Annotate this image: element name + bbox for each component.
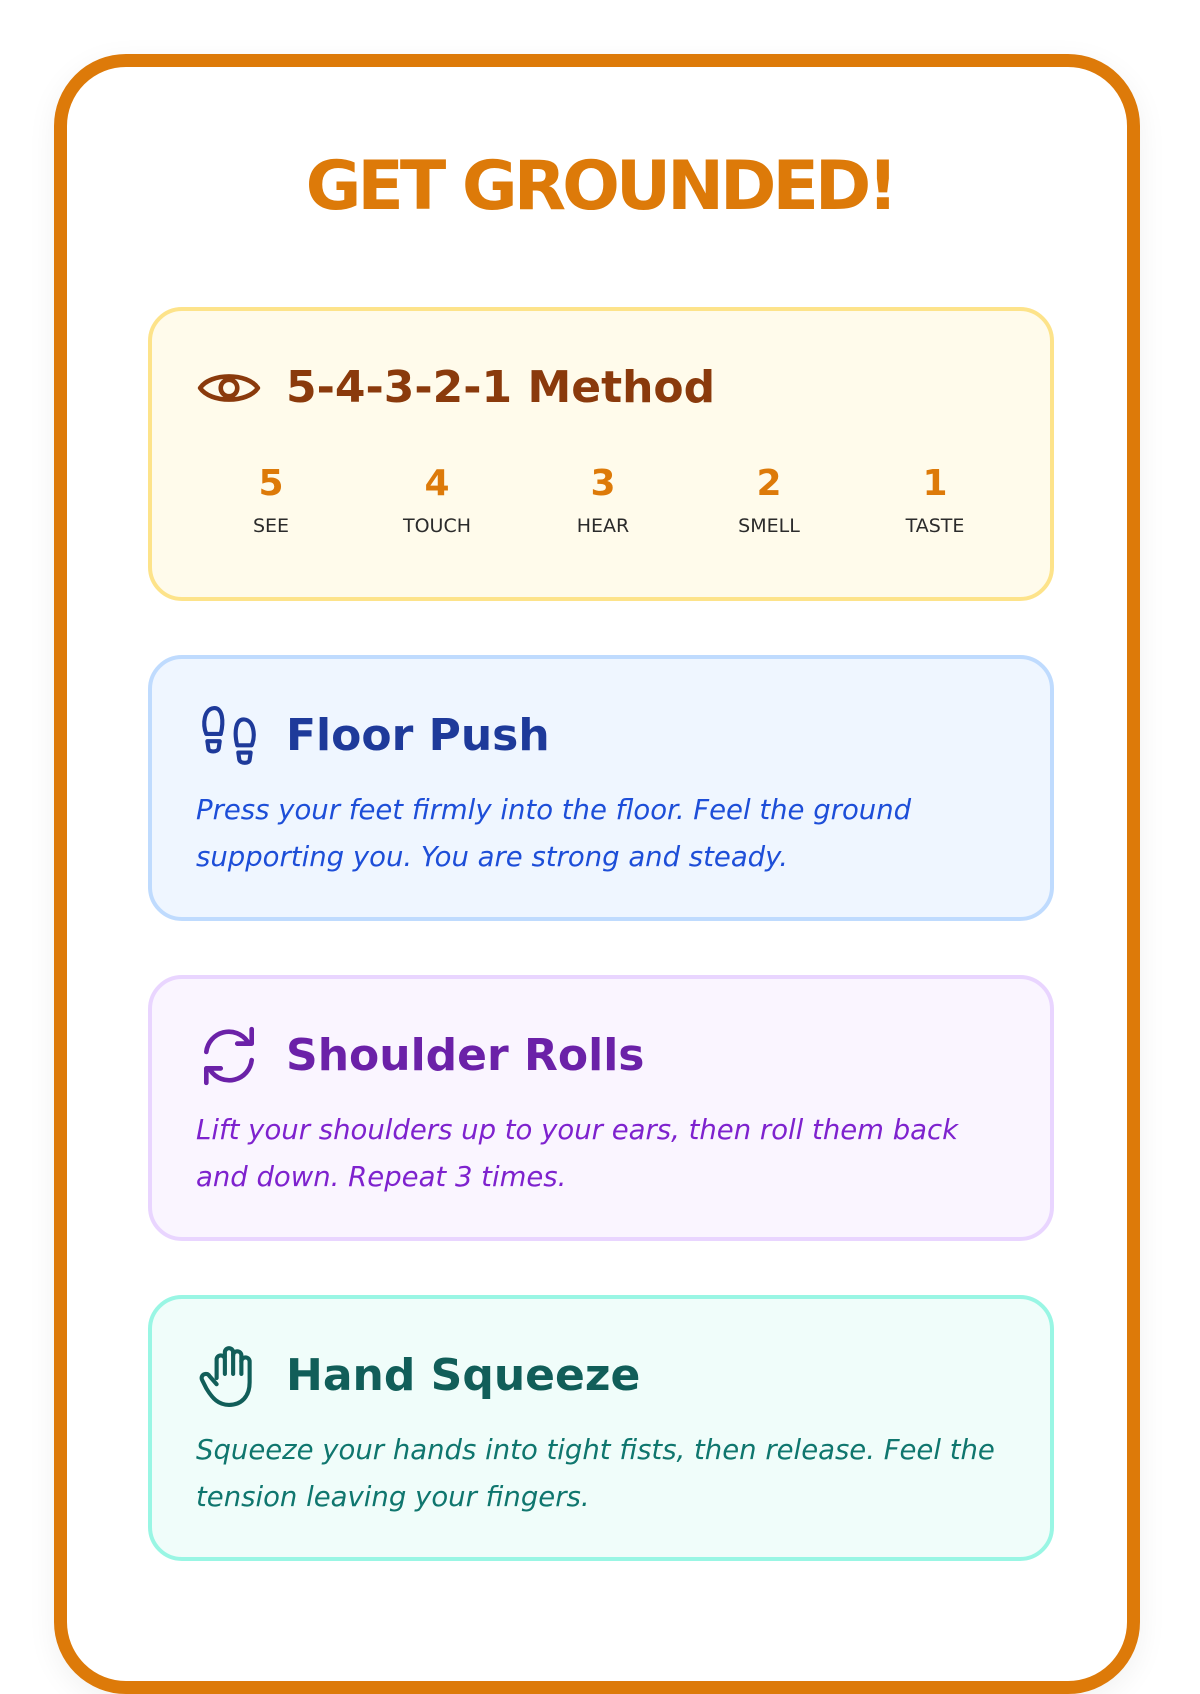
sense-count: 1 [922, 463, 948, 504]
floor-push-title: Floor Push [286, 710, 550, 761]
shoulder-rolls-header [196, 1023, 644, 1089]
sense-label: SMELL [738, 515, 800, 537]
sense-count: 5 [258, 463, 284, 504]
sense-label: HEAR [576, 515, 630, 537]
floor-push-card [148, 655, 1054, 921]
shoulder-rolls-card [148, 975, 1054, 1241]
sense-count: 2 [756, 463, 782, 504]
sense-smell [686, 461, 852, 541]
sense-taste [852, 461, 1018, 541]
hand-squeeze-card [148, 1295, 1054, 1561]
floor-push-header [196, 703, 550, 769]
footprints-icon [196, 703, 262, 769]
method-card-title: 5-4-3-2-1 Method [286, 362, 716, 413]
method-card-header [196, 355, 715, 421]
shoulder-rolls-text: Lift your shoulders up to your ears, then roll them back and down. Repeat 3 times. [196, 1114, 959, 1193]
hand-squeeze-title: Hand Squeeze [286, 1350, 641, 1401]
sense-label: TOUCH [402, 515, 472, 537]
sense-label: TASTE [905, 515, 965, 537]
method-card [148, 307, 1054, 601]
refresh-icon [196, 1023, 262, 1089]
floor-push-text: Press your feet firmly into the floor. Feel the ground supporting you. You are strong and steady. [196, 794, 912, 873]
sense-label: SEE [252, 515, 290, 537]
sense-hear [520, 461, 686, 541]
sense-see [188, 461, 354, 541]
sense-count: 3 [590, 463, 616, 504]
senses-list [188, 461, 1018, 541]
hand-squeeze-header [196, 1343, 640, 1409]
page-title: GET GROUNDED! [305, 147, 895, 226]
shoulder-rolls-title: Shoulder Rolls [286, 1030, 645, 1081]
hand-icon [196, 1343, 262, 1409]
sense-touch [354, 461, 520, 541]
hand-squeeze-text: Squeeze your hands into tight fists, then release. Feel the tension leaving your fingers. [196, 1434, 995, 1513]
eye-icon [196, 355, 262, 421]
sense-count: 4 [424, 463, 450, 504]
